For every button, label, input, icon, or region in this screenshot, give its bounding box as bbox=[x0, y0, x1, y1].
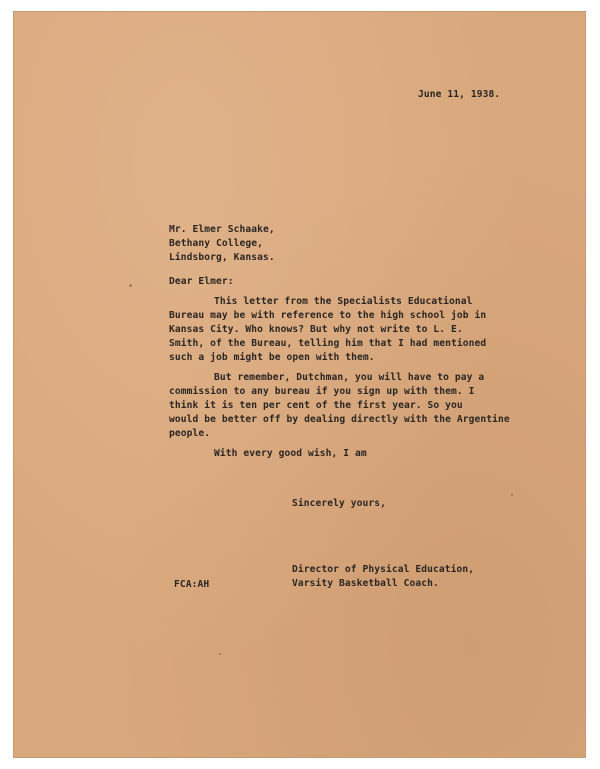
paragraph-2-line-4: would be better off by dealing directly with the Argentine bbox=[169, 414, 510, 425]
letter-page bbox=[14, 12, 585, 757]
paper-speck bbox=[129, 284, 132, 287]
salutation: Dear Elmer: bbox=[169, 276, 234, 287]
paragraph-1-line-3: Kansas City. Who knows? But why not write to L. E. bbox=[169, 324, 463, 335]
recipient-institution: Bethany College, bbox=[169, 238, 264, 249]
paragraph-1-line-1: This letter from the Specialists Educational bbox=[214, 296, 473, 307]
paragraph-2-line-1: But remember, Dutchman, you will have to pay a bbox=[214, 372, 485, 383]
letter-date: June 11, 1938. bbox=[418, 89, 501, 100]
reference-initials: FCA:AH bbox=[174, 579, 210, 590]
complimentary-closing: Sincerely yours, bbox=[292, 498, 387, 509]
good-wish-line: With every good wish, I am bbox=[214, 448, 367, 459]
paragraph-2-line-2: commission to any bureau if you sign up with them. I bbox=[169, 386, 475, 397]
paragraph-1-line-5: such a job might be open with them. bbox=[169, 352, 375, 363]
paragraph-1-line-4: Smith, of the Bureau, telling him that I had mentioned bbox=[169, 338, 487, 349]
paper-speck bbox=[511, 494, 513, 496]
signature-title-line-1: Director of Physical Education, bbox=[292, 564, 475, 575]
paragraph-1-line-2: Bureau may be with reference to the high school job in bbox=[169, 310, 487, 321]
recipient-city: Lindsborg, Kansas. bbox=[169, 252, 275, 263]
recipient-name: Mr. Elmer Schaake, bbox=[169, 224, 275, 235]
paragraph-2-line-3: think it is ten per cent of the first year. So you bbox=[169, 400, 463, 411]
paper-speck bbox=[219, 653, 221, 655]
paragraph-2-line-5: people. bbox=[169, 428, 211, 439]
signature-title-line-2: Varsity Basketball Coach. bbox=[292, 578, 439, 589]
